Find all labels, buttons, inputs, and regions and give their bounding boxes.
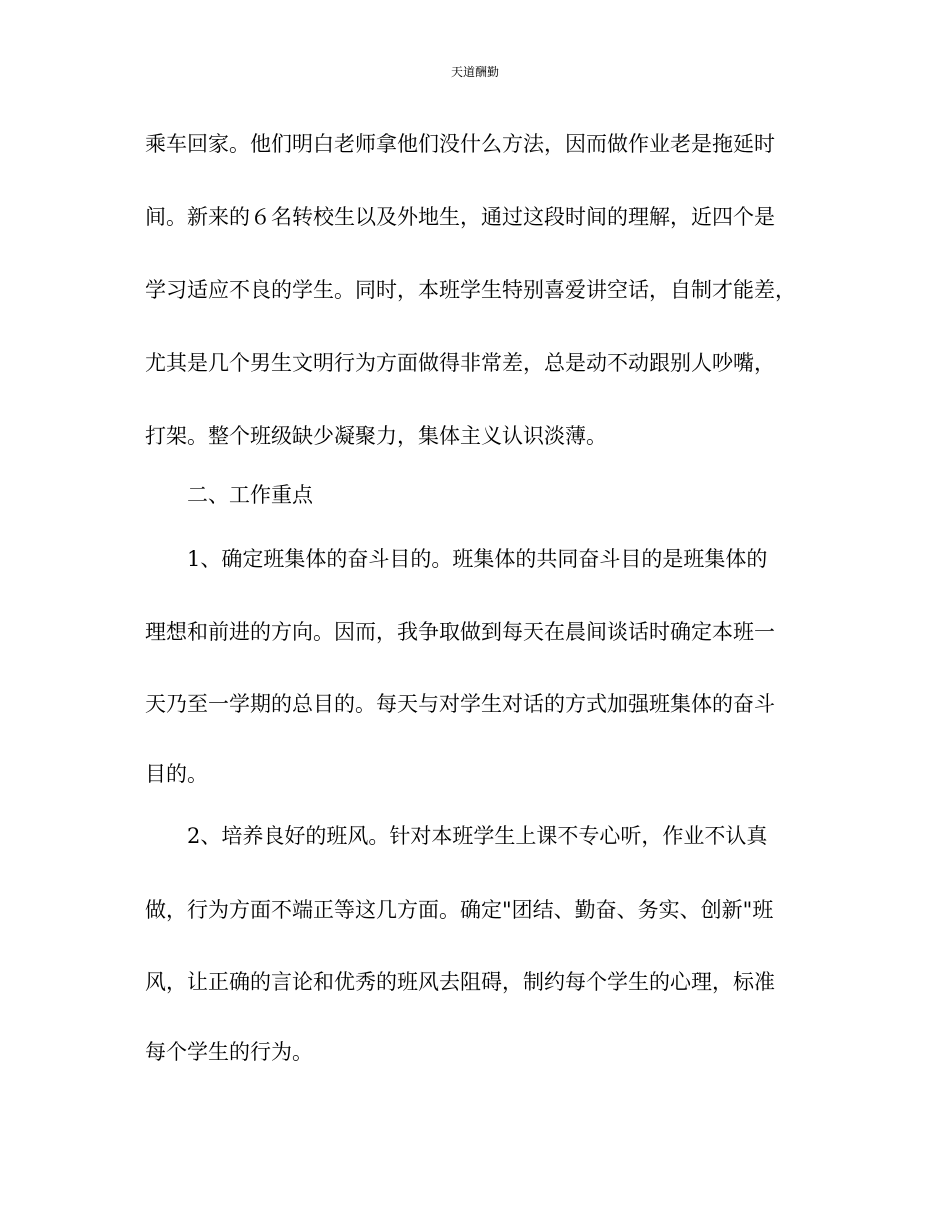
- text-line: 每个学生的行为。: [145, 1040, 313, 1064]
- text-line: 学习适应不良的学生。同时，本班学生特别喜爱讲空话，自制才能差，: [145, 278, 796, 302]
- text-line: 1、确定班集体的奋斗目的。班集体的共同奋斗目的是班集体的: [145, 547, 768, 571]
- text-line: 理想和前进的方向。因而，我争取做到每天在晨间谈话时确定本班一: [145, 620, 775, 644]
- text-line: 做，行为方面不端正等这几方面。确定"团结、勤奋、务实、创新"班: [145, 898, 774, 922]
- text-line: 打架。整个班级缺少凝聚力，集体主义认识淡薄。: [145, 424, 607, 448]
- text-line: 目的。: [145, 762, 208, 786]
- text-line: 风，让正确的言论和优秀的班风去阻碍，制约每个学生的心理，标准: [145, 970, 775, 994]
- section-heading: 二、工作重点: [145, 483, 313, 507]
- text-line: 间。新来的６名转校生以及外地生，通过这段时间的理解，近四个是: [145, 205, 775, 229]
- page-header: 天道酬勤: [450, 65, 499, 79]
- text-line: 乘车回家。他们明白老师拿他们没什么方法，因而做作业老是拖延时: [145, 132, 775, 156]
- text-line: 2、培养良好的班风。针对本班学生上课不专心听，作业不认真: [145, 824, 768, 848]
- text-line: 天乃至一学期的总目的。每天与对学生对话的方式加强班集体的奋斗: [145, 692, 775, 716]
- text-line: 尤其是几个男生文明行为方面做得非常差，总是动不动跟别人吵嘴，: [145, 351, 775, 375]
